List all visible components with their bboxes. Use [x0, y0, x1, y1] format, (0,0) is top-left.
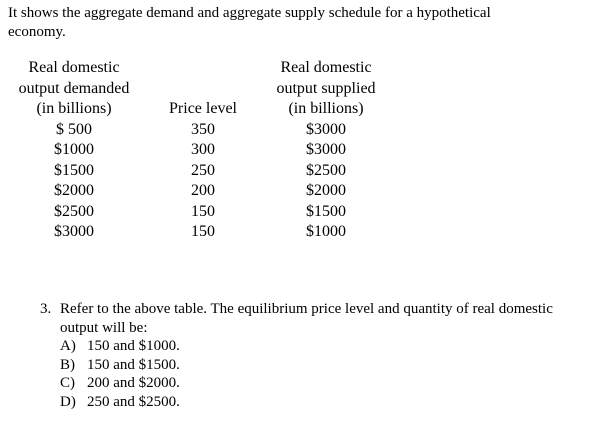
table-cell-demanded: $2000	[54, 182, 94, 199]
column-header-line: Real domestic	[28, 59, 120, 76]
column-header-line: output supplied	[276, 79, 376, 97]
table-cell-supplied: $3000	[306, 120, 346, 138]
table-cell-supplied: $1500	[306, 202, 346, 220]
option-text: 200 and $2000.	[87, 375, 180, 391]
column-header-line: Real domestic	[280, 59, 372, 76]
answer-option-a	[60, 337, 596, 356]
table-cell-price: 350	[191, 120, 215, 138]
answer-option-b	[60, 356, 596, 375]
column-header-line: Price level	[169, 100, 237, 117]
column-header-line: output demanded	[18, 79, 130, 97]
table-cell-supplied: $1000	[306, 223, 346, 240]
option-letter: A)	[60, 338, 76, 354]
question-block	[40, 300, 596, 411]
column-header-line: (in billions)	[288, 100, 364, 117]
question-text-line: output will be:	[60, 319, 148, 336]
answer-option-c	[60, 374, 596, 393]
option-text: 250 and $2500.	[87, 393, 180, 410]
answer-option-d	[60, 393, 596, 412]
table-cell-supplied: $3000	[306, 141, 346, 158]
column-output-supplied	[256, 58, 396, 243]
intro-text: It shows the aggregate demand and aggregate supply schedule for a hypothetical economy.	[8, 5, 491, 40]
option-letter: D)	[60, 393, 76, 410]
column-output-demanded	[4, 58, 144, 243]
column-price-level	[158, 99, 248, 243]
table-cell-supplied: $2500	[306, 161, 346, 179]
table-cell-demanded: $ 500	[56, 120, 92, 138]
option-text: 150 and $1000.	[87, 338, 180, 354]
table-cell-price: 150	[191, 202, 215, 220]
table-cell-price: 300	[191, 141, 215, 158]
option-text: 150 and $1500.	[87, 356, 180, 373]
option-letter: B)	[60, 356, 75, 373]
option-letter: C)	[60, 375, 75, 391]
table-cell-demanded: $1000	[54, 141, 94, 158]
question-text-line: Refer to the above table. The equilibrium price level and quantity of real domestic	[60, 301, 553, 317]
table-cell-demanded: $1500	[54, 161, 94, 179]
table-cell-price: 200	[191, 182, 215, 199]
table-cell-price: 250	[191, 161, 215, 179]
question-number: 3.	[40, 301, 52, 317]
table-cell-price: 150	[191, 223, 215, 240]
question-stem	[40, 300, 596, 337]
table-cell-supplied: $2000	[306, 182, 346, 199]
table-cell-demanded: $2500	[54, 202, 94, 220]
table-cell-demanded: $3000	[54, 223, 94, 240]
column-header-line: (in billions)	[36, 100, 112, 117]
answer-options	[40, 337, 596, 411]
